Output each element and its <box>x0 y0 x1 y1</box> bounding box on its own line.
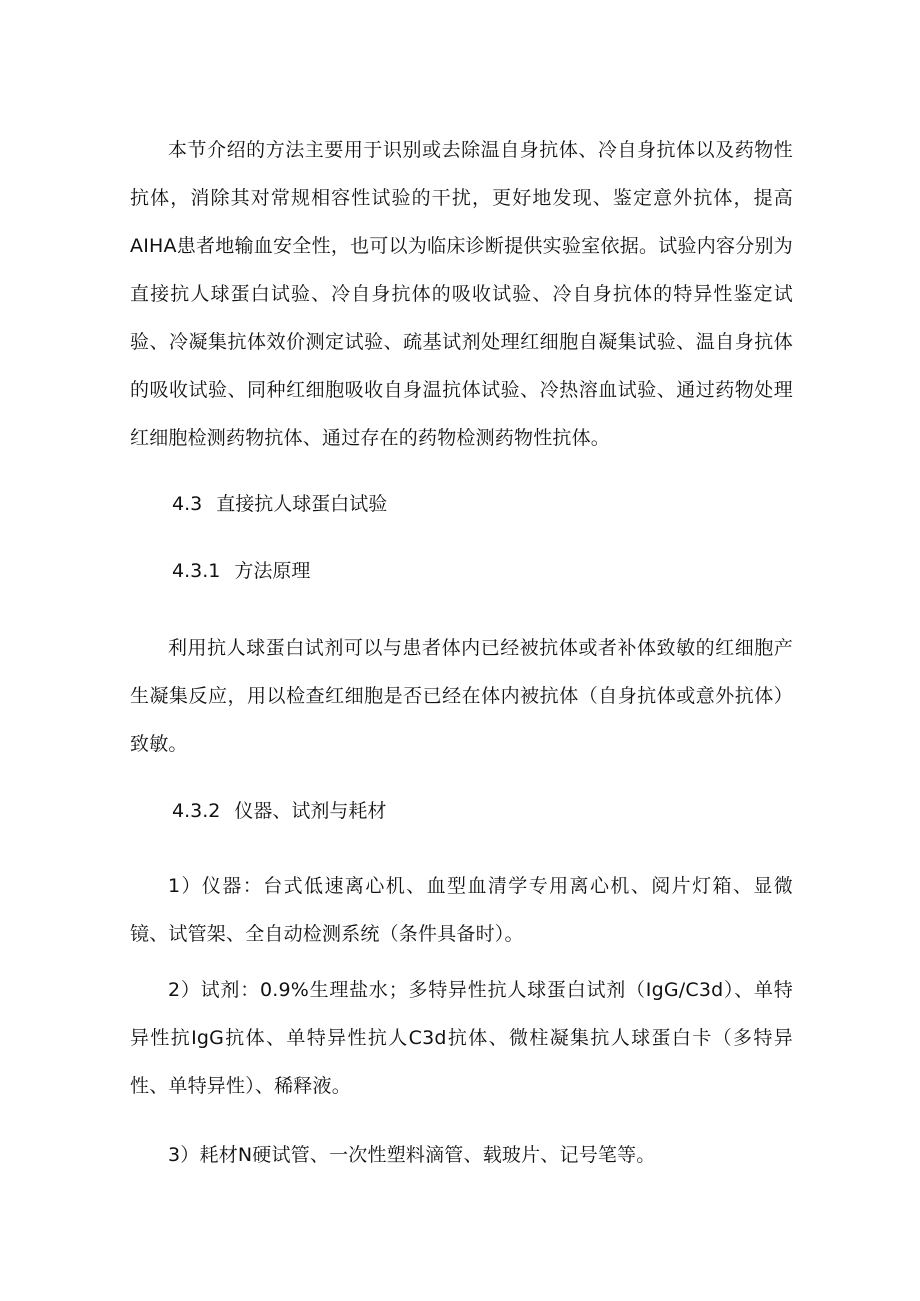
section-title: 仪器、试剂与耗材 <box>234 800 387 822</box>
section-title: 方法原理 <box>234 560 311 582</box>
section-number: 4.3 <box>172 493 203 515</box>
instruments-item: 1）仪器：台式低速离心机、血型血清学专用离心机、阅片灯箱、显微镜、试管架、全自动检测系统（条件具备时）。 <box>130 875 793 945</box>
section-number: 4.3.2 <box>172 800 221 822</box>
section-heading-4-3 <box>172 489 387 519</box>
section-number: 4.3.1 <box>172 560 221 582</box>
reagents-item: 2）试剂：0.9%生理盐水；多特异性抗人球蛋白试剂（IgG/C3d）、单特异性抗IgG抗体、单特异性抗人C3d抗体、微柱凝集抗人球蛋白卡（多特异性、单特异性）、稀释液。 <box>130 979 793 1097</box>
principle-paragraph: 利用抗人球蛋白试剂可以与患者体内已经被抗体或者补体致敏的红细胞产生凝集反应，用以检查红细胞是否已经在体内被抗体（自身抗体或意外抗体）致敏。 <box>130 637 793 755</box>
intro-paragraph: 本节介绍的方法主要用于识别或去除温自身抗体、冷自身抗体以及药物性抗体，消除其对常规相容性试验的干扰，更好地发现、鉴定意外抗体，提高AIHA患者地输血安全性，也可以为临床诊断提供实验室依据。试验内容分别为直接抗人球蛋白试验、冷自身抗体的吸收试验、冷自身抗体的特异性鉴定试验、冷凝集抗体效价测定试验、疏基试剂处理红细胞自凝集试验、温自身抗体的吸收试验、同种红细胞吸收自身温抗体试验、冷热溶血试验、通过药物处理红细胞检测药物抗体、通过存在的药物检测药物性抗体。 <box>130 139 793 449</box>
section-title: 直接抗人球蛋白试验 <box>216 493 388 515</box>
section-heading-4-3-1 <box>172 556 310 586</box>
consumables-item: 3）耗材N硬试管、一次性塑料滴管、载玻片、记号笔等。 <box>168 1144 656 1166</box>
section-heading-4-3-2 <box>172 796 386 826</box>
